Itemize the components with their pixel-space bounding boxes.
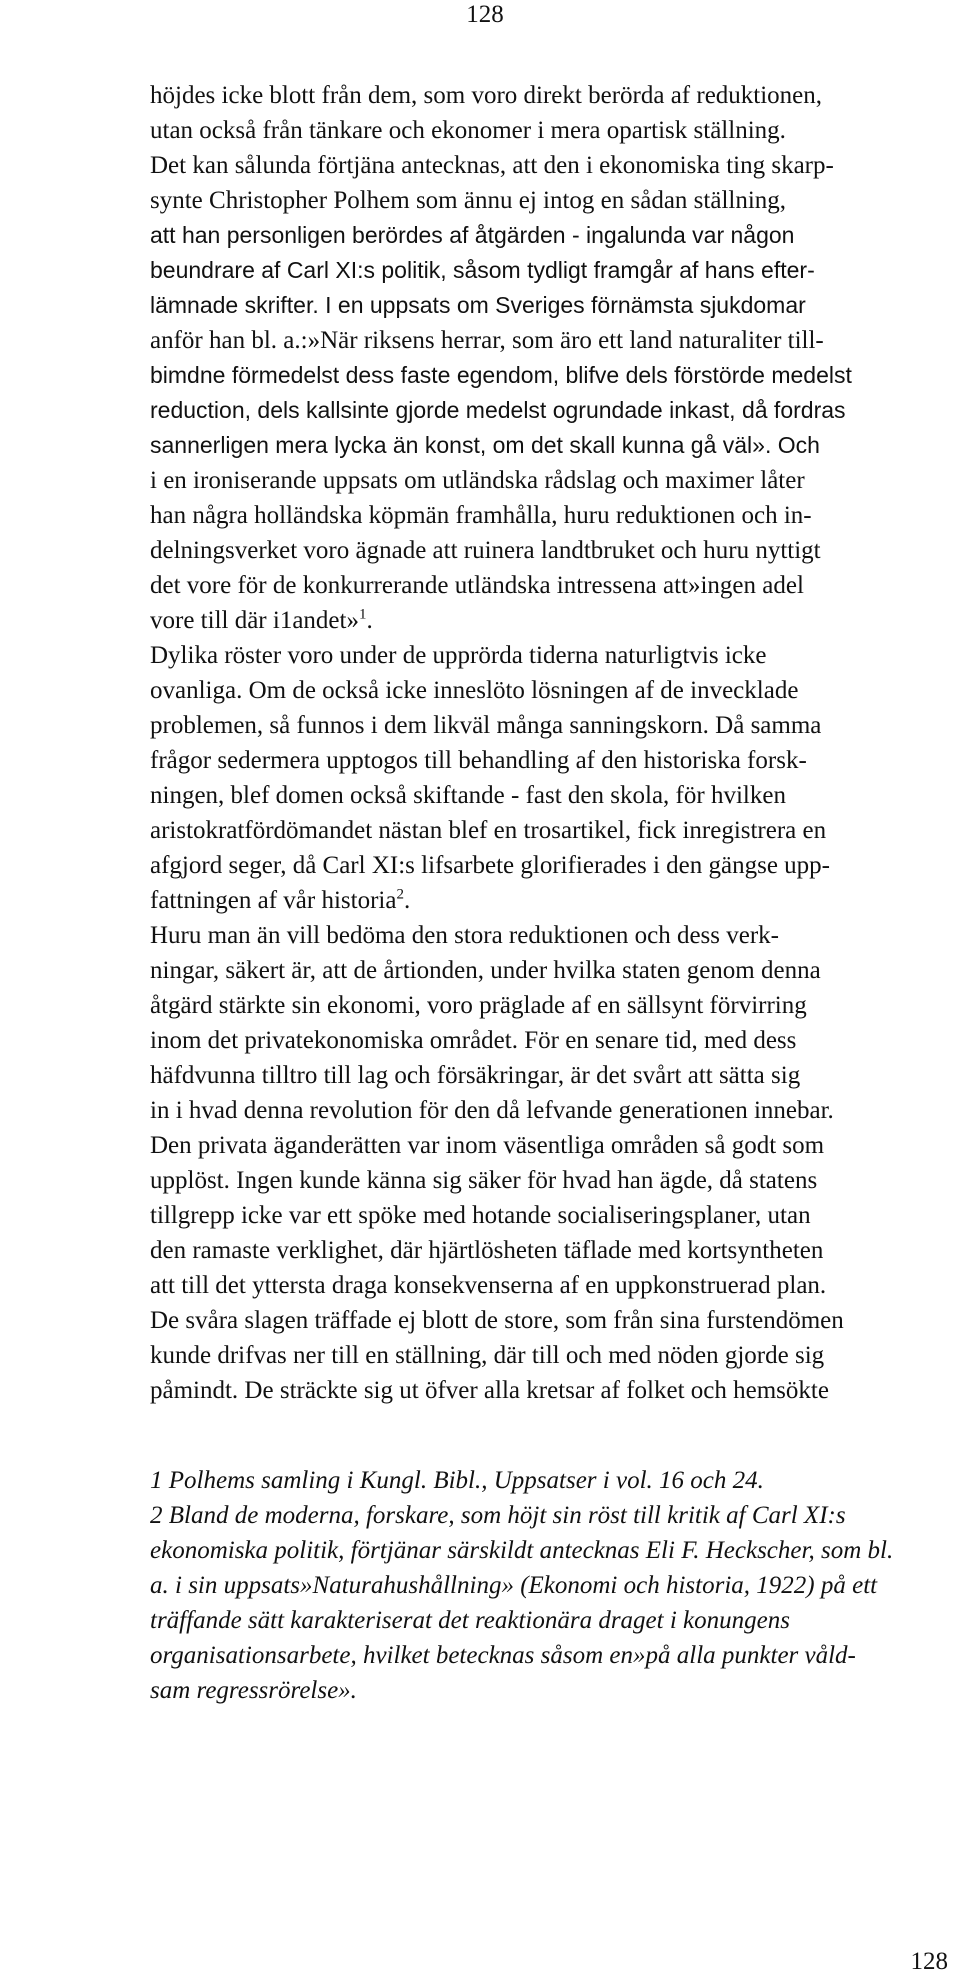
text-line-content: lämnade skrifter. I en uppsats om Sveriges förnämsta sjukdomar	[150, 292, 806, 318]
footnote-line: sam regressrörelse».	[150, 1677, 357, 1704]
text-line-content: in i hvad denna revolution för den då lefvande generationen innebar.	[150, 1097, 834, 1124]
text-line	[150, 778, 940, 813]
text-line-content: reduction, dels kallsinte gjorde medelst ogrundade inkast, då fordras	[150, 397, 846, 423]
text-line	[150, 1163, 940, 1198]
text-line-content: kunde drifvas ner till en ställning, där till och med nöden gjorde sig	[150, 1342, 825, 1369]
text-line	[150, 1058, 940, 1093]
text-line	[150, 568, 940, 603]
text-line-content: vore till där i1andet»	[150, 607, 359, 634]
text-line-content: häfdvunna tilltro till lag och försäkringar, är det svårt att sätta sig	[150, 1062, 801, 1089]
text-line-content: Huru man än vill bedöma den stora reduktionen och dess verk-	[150, 922, 779, 949]
text-line-content: problemen, så funnos i dem likväl många sanningskorn. Då samma	[150, 712, 822, 739]
text-line	[150, 813, 940, 848]
text-line	[150, 1373, 940, 1408]
text-line-content: påmindt. De sträckte sig ut öfver alla kretsar af folket och hemsökte	[150, 1377, 829, 1404]
text-line-content: i en ironiserande uppsats om utländska rådslag och maximer låter	[150, 467, 805, 494]
text-line	[150, 498, 940, 533]
footnote-line: ekonomiska politik, förtjänar särskildt antecknas Eli F. Heckscher, som bl.	[150, 1537, 894, 1564]
text-line	[150, 603, 940, 638]
text-line-content: att han personligen berördes af åtgärden - ingalunda var någon	[150, 222, 795, 248]
text-line	[150, 848, 940, 883]
text-line-content: utan också från tänkare och ekonomer i mera opartisk ställning.	[150, 117, 786, 144]
text-line-content: höjdes icke blott från dem, som voro direkt berörda af reduktionen,	[150, 82, 823, 109]
text-line-content: ningar, säkert är, att de årtionden, under hvilka staten genom denna	[150, 957, 821, 984]
text-line-trailing: .	[366, 607, 373, 634]
text-line	[150, 323, 940, 358]
text-line	[150, 918, 940, 953]
text-line-content: synte Christopher Polhem som ännu ej intog en sådan ställning,	[150, 187, 787, 214]
text-line-content: anför han bl. a.:»När riksens herrar, som äro ett land naturaliter till-	[150, 327, 824, 354]
text-line-content: sannerligen mera lycka än konst, om det skall kunna gå väl». Och	[150, 432, 820, 458]
text-line-content: aristokratfördömandet nästan blef en trosartikel, fick inregistrera en	[150, 817, 827, 844]
text-line-content: Det kan sålunda förtjäna antecknas, att den i ekonomiska ting skarp-	[150, 152, 834, 179]
text-line-content: ningen, blef domen också skiftande - fast den skola, för hvilken	[150, 782, 786, 809]
text-line	[150, 463, 940, 498]
footnote-reference: 1	[358, 606, 367, 623]
footnote-reference: 2	[396, 886, 404, 903]
text-line-content: att till det yttersta draga konsekvenserna af en uppkonstruerad plan.	[150, 1272, 827, 1299]
text-line-content: beundrare af Carl XI:s politik, såsom tydligt framgår af hans efter-	[150, 257, 815, 283]
text-line	[150, 1268, 940, 1303]
text-line-content: De svåra slagen träffade ej blott de store, som från sina furstendömen	[150, 1307, 844, 1334]
text-line	[150, 183, 940, 218]
text-line-content: fattningen af vår historia	[150, 887, 397, 914]
body-text	[150, 78, 940, 1408]
footnotes	[150, 1463, 940, 1708]
text-line-content: upplöst. Ingen kunde känna sig säker för hvad han ägde, då statens	[150, 1167, 818, 1194]
text-line	[150, 708, 940, 743]
text-line-content: delningsverket voro ägnade att ruinera landtbruket och huru nyttigt	[150, 537, 821, 564]
text-line-content: ovanliga. Om de också icke inneslöto lösningen af de invecklade	[150, 677, 799, 704]
text-line	[150, 288, 940, 323]
footnote-line: träffande sätt karakteriserat det reaktionära draget i konungens	[150, 1607, 790, 1634]
text-line	[150, 1338, 940, 1373]
text-line	[150, 148, 940, 183]
text-line	[150, 113, 940, 148]
text-line-content: bimdne förmedelst dess faste egendom, blifve dels förstörde medelst	[150, 362, 852, 388]
text-line	[150, 953, 940, 988]
text-line	[150, 1128, 940, 1163]
footnote-line: organisationsarbete, hvilket betecknas såsom en»på alla punkter våld-	[150, 1642, 856, 1669]
footnote-line: 1 Polhems samling i Kungl. Bibl., Uppsatser i vol. 16 och 24.	[150, 1467, 764, 1494]
text-line-content: afgjord seger, då Carl XI:s lifsarbete glorifierades i den gängse upp-	[150, 852, 831, 879]
text-line	[150, 638, 940, 673]
footnote-line: a. i sin uppsats»Naturahushållning» (Ekonomi och historia, 1922) på ett	[150, 1572, 878, 1599]
text-line-content: åtgärd stärkte sin ekonomi, voro präglade af en sällsynt förvirring	[150, 992, 807, 1019]
text-line	[150, 1198, 940, 1233]
text-line-content: den ramaste verklighet, där hjärtlösheten täflade med kortsyntheten	[150, 1237, 824, 1264]
text-line	[150, 358, 940, 393]
text-line	[150, 743, 940, 778]
text-line	[150, 1023, 940, 1058]
text-line	[150, 673, 940, 708]
text-line	[150, 988, 940, 1023]
text-line	[150, 1303, 940, 1338]
text-line-content: han några holländska köpmän framhålla, huru reduktionen och in-	[150, 502, 812, 529]
text-line	[150, 253, 940, 288]
text-line	[150, 533, 940, 568]
page-number-top: 128	[466, 1, 504, 28]
text-line	[150, 78, 940, 113]
text-line	[150, 883, 940, 918]
text-line-content: tillgrepp icke var ett spöke med hotande socialiseringsplaner, utan	[150, 1202, 811, 1229]
text-line	[150, 428, 940, 463]
text-line	[150, 1093, 940, 1128]
text-line-content: frågor sedermera upptogos till behandling af den historiska forsk-	[150, 747, 807, 774]
text-line-trailing: .	[403, 887, 411, 914]
page-number-bottom: 128	[910, 1948, 948, 1975]
text-line-content: Den privata äganderätten var inom väsentliga områden så godt som	[150, 1132, 825, 1159]
text-line-content: inom det privatekonomiska området. För en senare tid, med dess	[150, 1027, 797, 1054]
text-line	[150, 393, 940, 428]
footnote-line: 2 Bland de moderna, forskare, som höjt sin röst till kritik af Carl XI:s	[150, 1502, 846, 1529]
text-line-content: Dylika röster voro under de upprörda tiderna naturligtvis icke	[150, 642, 767, 669]
text-line	[150, 1233, 940, 1268]
text-line-content: det vore för de konkurrerande utländska intressena att»ingen adel	[150, 572, 804, 599]
text-line	[150, 218, 940, 253]
